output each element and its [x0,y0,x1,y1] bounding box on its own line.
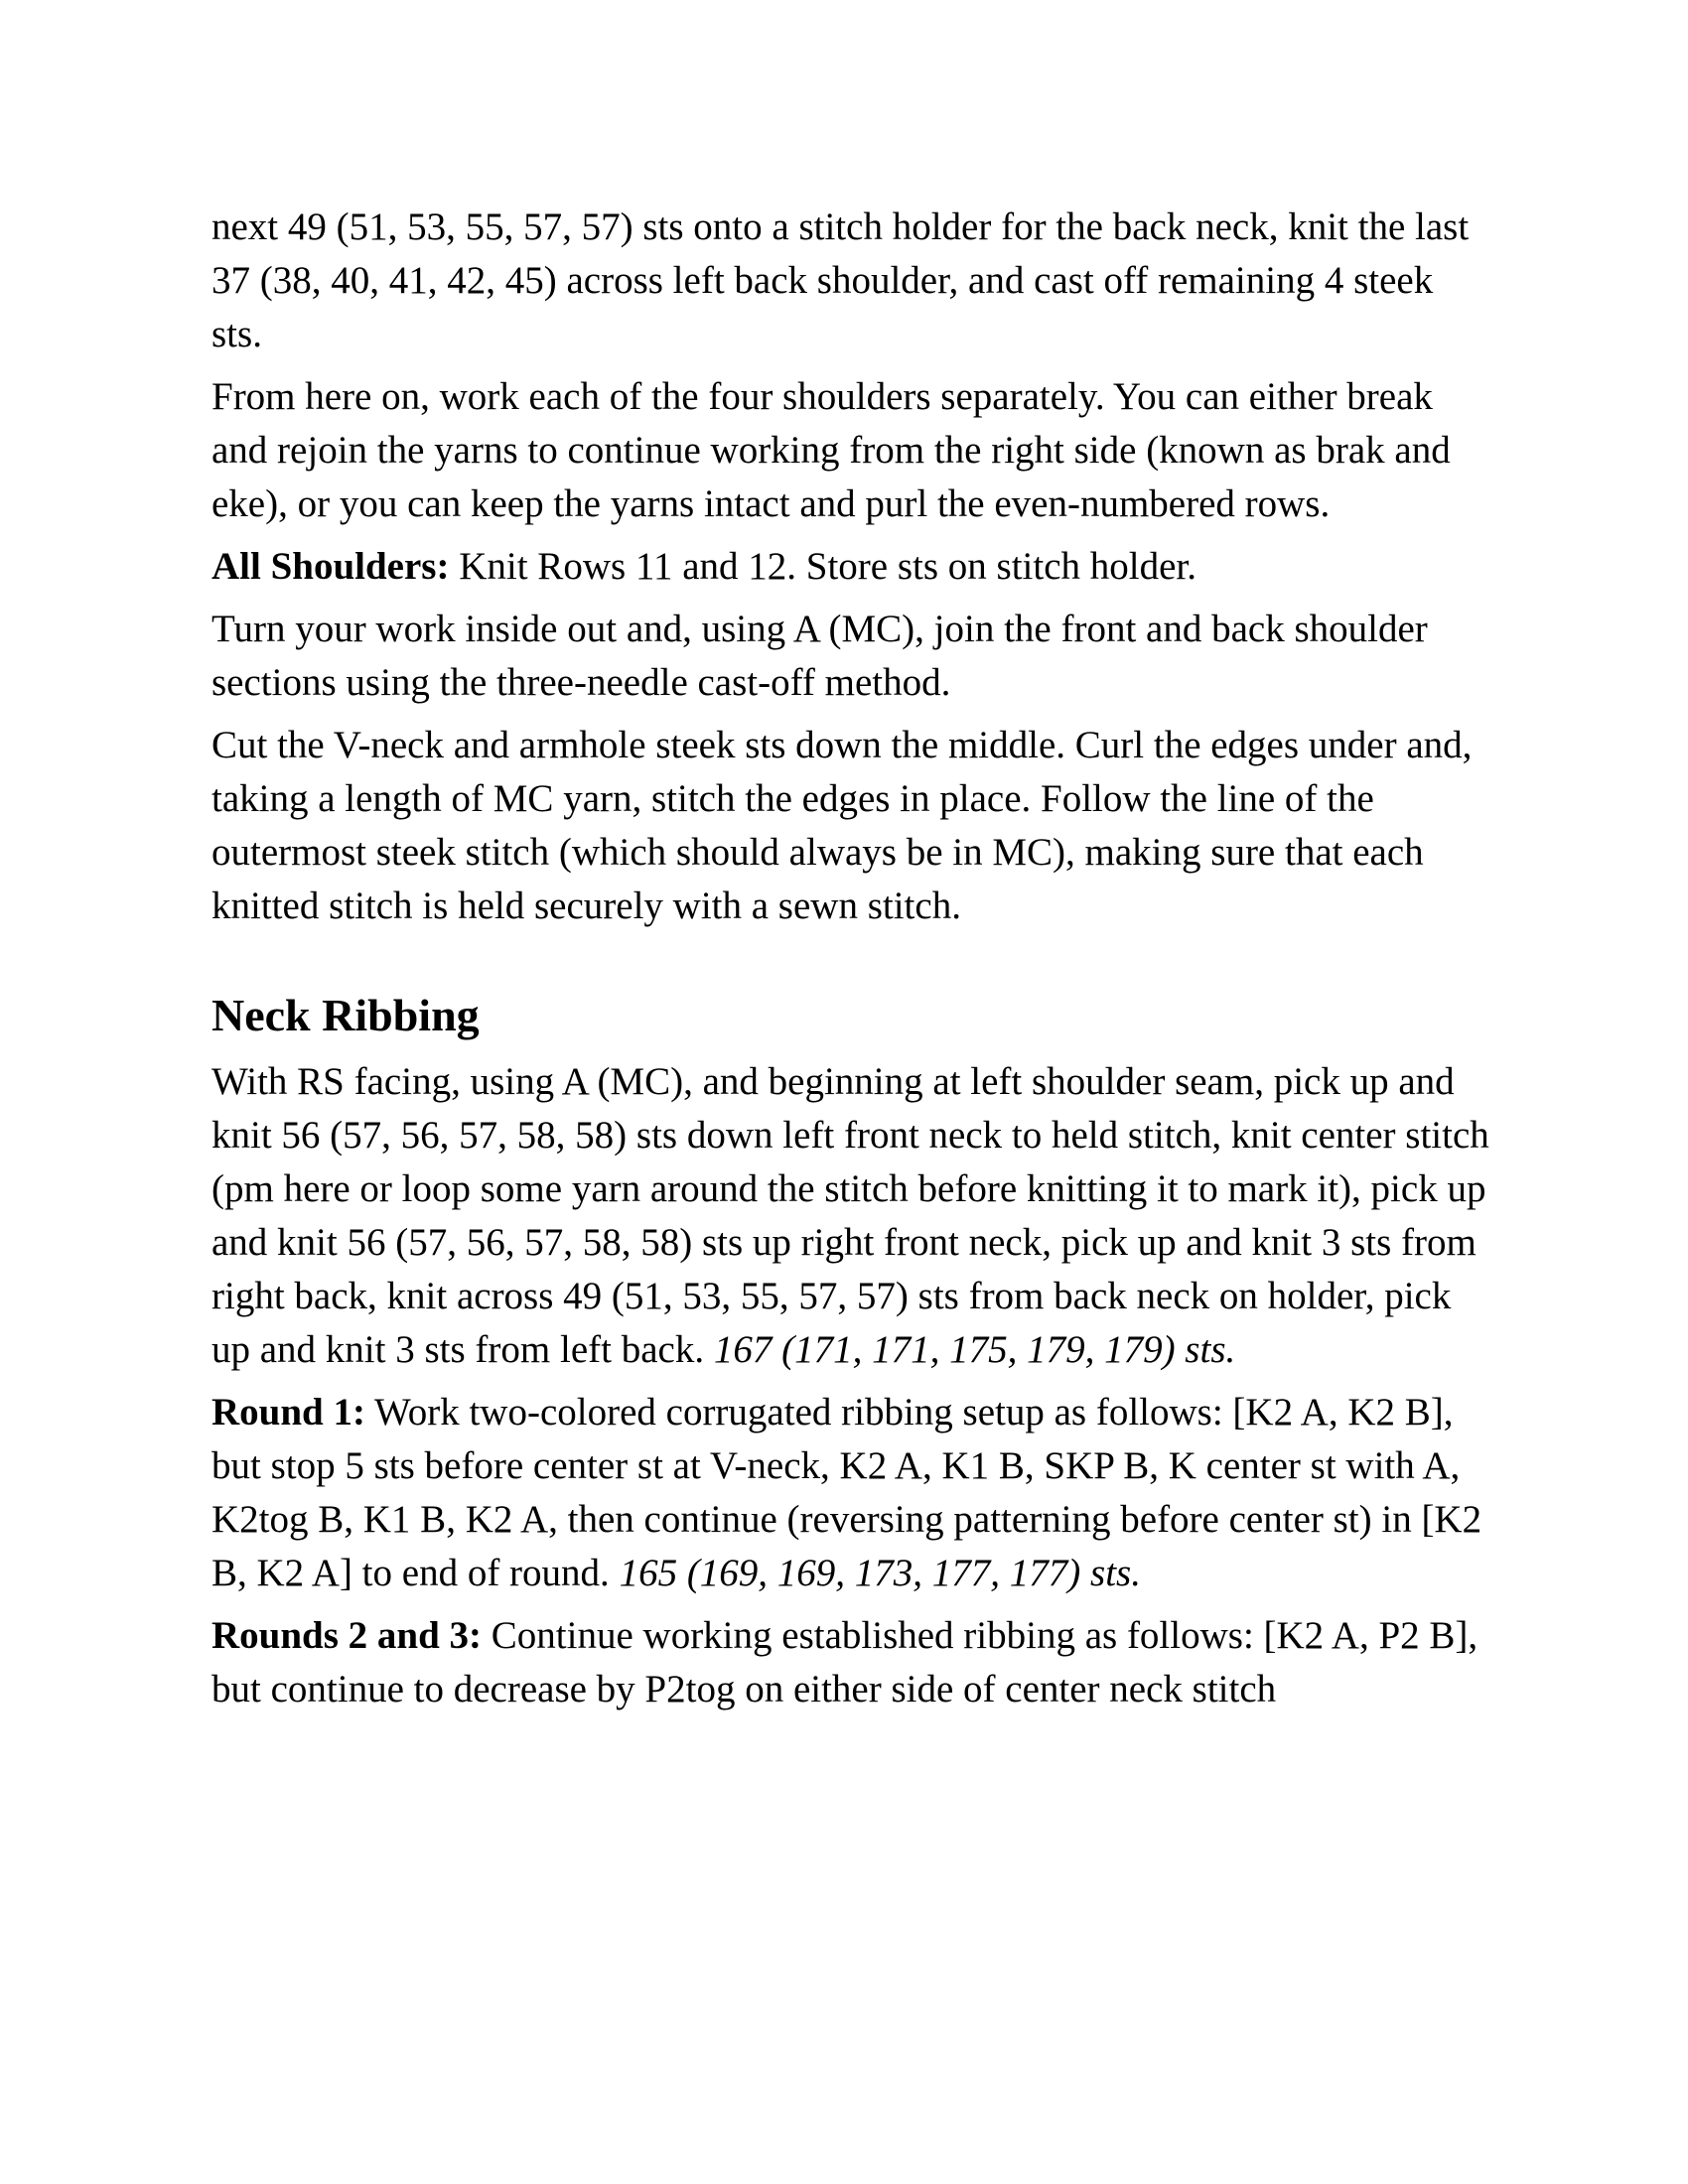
paragraph-text: Continue working established ribbing as follows: [K2 A, P2 B], but continue to decrease by P2tog on either side of center neck stitch [211,1614,1478,1710]
paragraph-pick-up [211,1055,1492,1377]
paragraph-text: Work two-colored corrugated ribbing setup as follows: [K2 A, K2 B], but stop 5 sts before center st at V-neck, K2 A, K1 B, SKP B, K center st with A, K2tog B, K1 B, K2 A, then continue (reversing patterning before center st) in [K2 B, K2 A] to end of round. [211,1391,1482,1594]
document-page [211,201,1492,1725]
paragraph-text: With RS facing, using A (MC), and beginning at left shoulder seam, pick up and knit 56 (57, 56, 57, 58, 58) sts down left front neck to held stitch, knit center stitch (pm here or loop some yarn around the stitch before knitting it to mark it), pick up and knit 56 (57, 56, 57, 58, 58) sts up right front neck, pick up and knit 3 sts from right back, knit across 49 (51, 53, 55, 57, 57) sts from back neck on holder, pick up and knit 3 sts from left back. [211,1060,1489,1371]
paragraph-text: Cut the V-neck and armhole steek sts down the middle. Curl the edges under and, taking a length of MC yarn, stitch the edges in place. Follow the line of the outermost steek stitch (which should always be in MC), making sure that each knitted stitch is held securely with a sewn stitch. [211,724,1473,927]
paragraph-shoulders-separately [211,370,1492,531]
section-heading: Neck Ribbing [211,990,480,1040]
paragraph-text: Knit Rows 11 and 12. Store sts on stitch holder. [449,545,1197,588]
paragraph-back-neck [211,201,1492,361]
paragraph-lead: Rounds 2 and 3: [211,1614,483,1657]
paragraph-join-shoulders [211,603,1492,710]
paragraph-round-1 [211,1386,1492,1600]
paragraph-text: From here on, work each of the four shoulders separately. You can either break and rejoin the yarns to continue working from the right side (known as brak and eke), or you can keep the yarns intact and purl the even-numbered rows. [211,375,1451,525]
paragraph-lead: All Shoulders: [211,545,450,588]
paragraph-all-shoulders [211,540,1492,594]
paragraph-cut-steek [211,719,1492,933]
paragraph-lead: Round 1: [211,1391,365,1433]
paragraph-rounds-2-3 [211,1609,1492,1716]
paragraph-text: Turn your work inside out and, using A (MC), join the front and back shoulder sections using the three-needle cast-off method. [211,608,1428,704]
stitch-count: 165 (169, 169, 173, 177, 177) sts. [619,1552,1141,1594]
stitch-count: 167 (171, 171, 175, 179, 179) sts. [713,1328,1236,1371]
paragraph-text: next 49 (51, 53, 55, 57, 57) sts onto a stitch holder for the back neck, knit the last 37 (38, 40, 41, 42, 45) across left back shoulder, and cast off remaining 4 steek sts. [211,205,1470,355]
